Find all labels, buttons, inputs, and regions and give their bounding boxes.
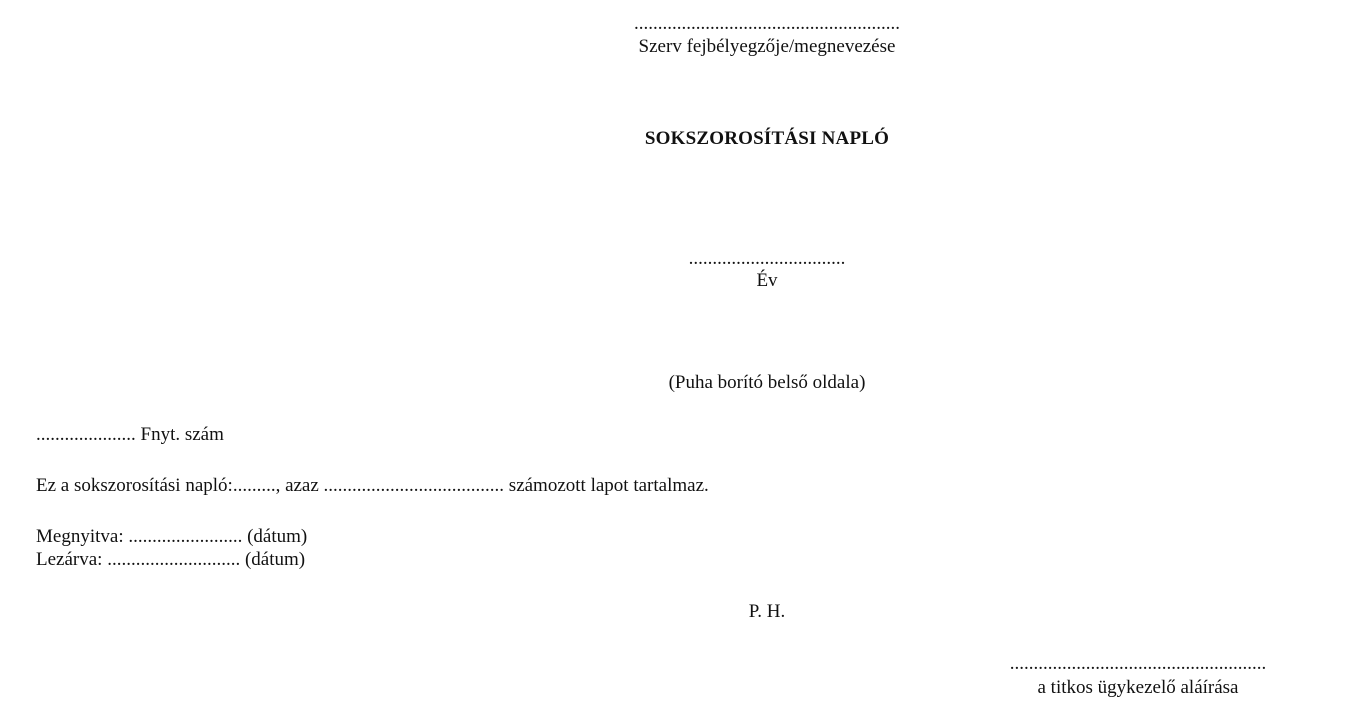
- stamp-dotted-line: ........................................................: [634, 13, 900, 34]
- year-label: Év: [756, 270, 778, 291]
- signature-label: a titkos ügykezelő aláírása: [1037, 677, 1239, 698]
- opened-date-field: Megnyitva: ........................ (dátum): [36, 526, 308, 547]
- closed-date-field: Lezárva: ............................ (dátum): [36, 549, 306, 570]
- cover-note: (Puha borító belső oldala): [668, 372, 866, 393]
- seal-placeholder: P. H.: [748, 601, 786, 622]
- stamp-label: Szerv fejbélyegzője/megnevezése: [638, 36, 896, 57]
- document-title: SOKSZOROSÍTÁSI NAPLÓ: [644, 128, 890, 149]
- fnyt-number-field: ..................... Fnyt. szám: [36, 424, 224, 445]
- year-dotted-line: .................................: [688, 248, 846, 269]
- page-count-statement: Ez a sokszorosítási napló:........., azaz ...................................... számozott lapot tartalmaz.: [36, 475, 709, 496]
- signature-dotted-line: ......................................................: [1009, 653, 1267, 674]
